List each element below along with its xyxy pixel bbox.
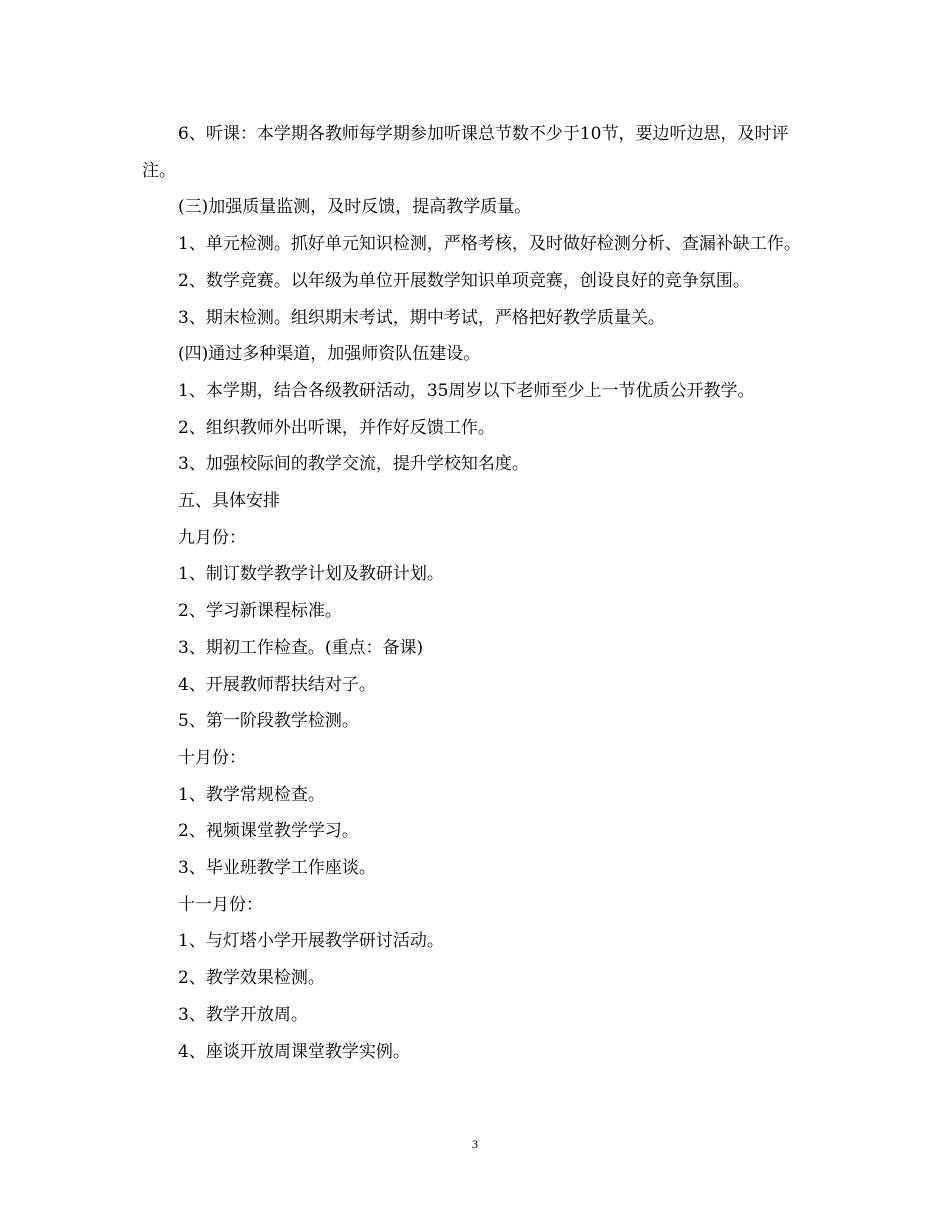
paragraph: 1、本学期，结合各级教研活动，35周岁以下老师至少上一节优质公开教学。	[178, 380, 755, 401]
month-heading: 十一月份：	[178, 894, 263, 915]
section-heading: 五、具体安排	[178, 491, 280, 512]
list-item: 1、与灯塔小学开展教学研讨活动。	[178, 931, 444, 952]
page-number: 3	[472, 1137, 478, 1151]
list-item: 2、学习新课程标准。	[178, 601, 342, 622]
list-item: 1、教学常规检查。	[178, 784, 325, 805]
list-item: 2、视频课堂教学学习。	[178, 821, 359, 842]
paragraph: 2、组织教师外出听课，并作好反馈工作。	[178, 417, 495, 438]
list-item: 3、教学开放周。	[178, 1004, 308, 1025]
paragraph: 2、数学竞赛。以年级为单位开展数学知识单项竞赛，创设良好的竞争氛围。	[178, 270, 750, 291]
document-body	[142, 116, 810, 1070]
list-item: 3、毕业班教学工作座谈。	[178, 858, 376, 879]
section-heading: (四)通过多种渠道，加强师资队伍建设。	[178, 344, 481, 365]
paragraph: 6、听课：本学期各教师每学期参加听课总节数不少于10节，要边听边思，及时评注。	[142, 124, 789, 181]
list-item: 4、开展教师帮扶结对子。	[178, 674, 376, 695]
list-item: 1、制订数学教学计划及教研计划。	[178, 564, 444, 585]
month-heading: 十月份：	[178, 747, 246, 768]
section-heading: (三)加强质量监测，及时反馈，提高教学质量。	[178, 197, 532, 218]
month-heading: 九月份：	[178, 527, 246, 548]
paragraph: 1、单元检测。抓好单元知识检测，严格考核，及时做好检测分析、查漏补缺工作。	[178, 234, 801, 255]
list-item: 5、第一阶段教学检测。	[178, 711, 359, 732]
list-item: 2、教学效果检测。	[178, 968, 325, 989]
paragraph: 3、期末检测。组织期末考试，期中考试，严格把好教学质量关。	[178, 307, 665, 328]
list-item: 3、期初工作检查。(重点：备课)	[178, 637, 424, 658]
paragraph: 3、加强校际间的教学交流，提升学校知名度。	[178, 454, 529, 475]
list-item: 4、座谈开放周课堂教学实例。	[178, 1041, 410, 1062]
